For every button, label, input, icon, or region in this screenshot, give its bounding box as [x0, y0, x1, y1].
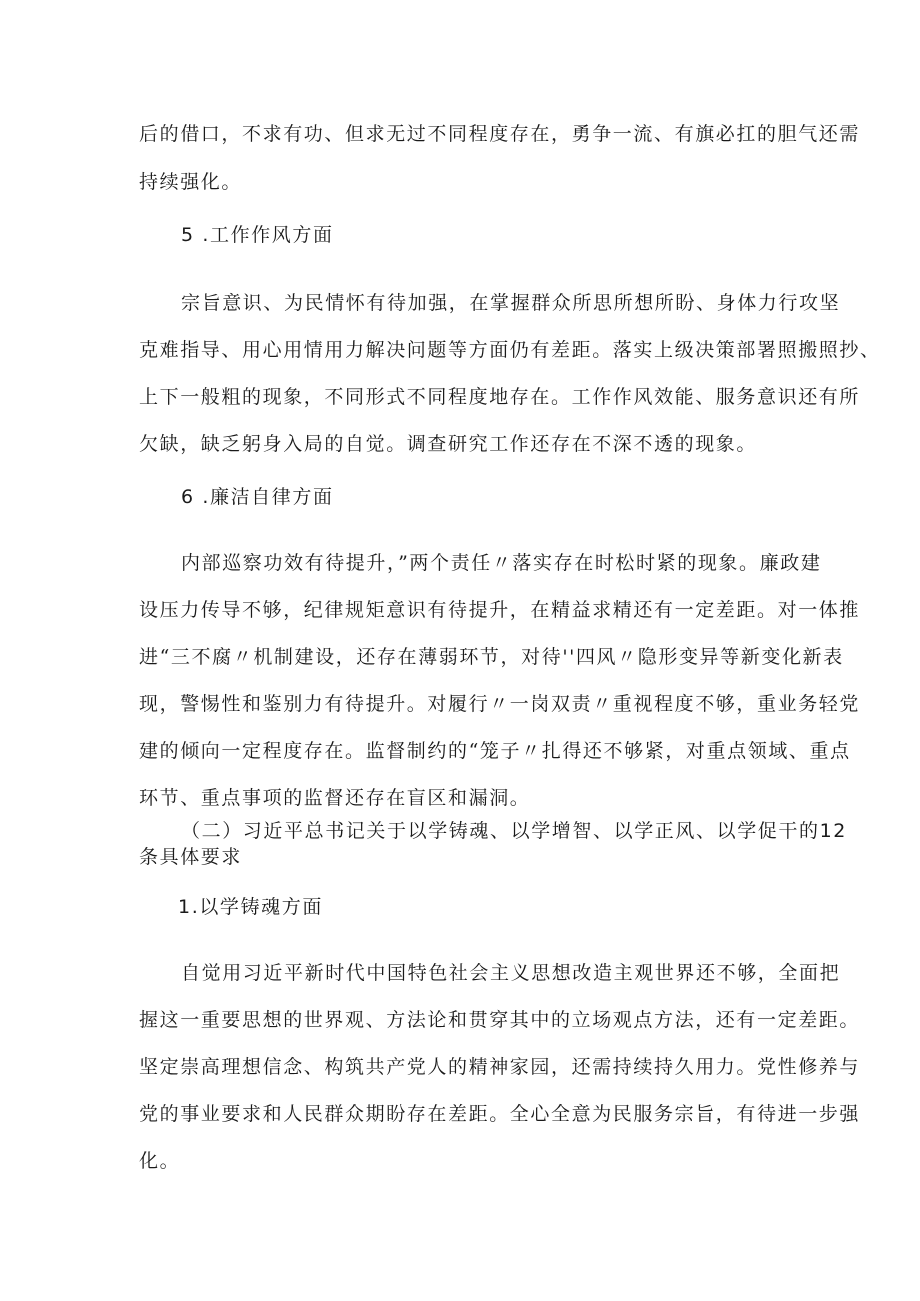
- body-text-line: 上下一般粗的现象，不同形式不同程度地存在。工作作风效能、服务意识还有所: [139, 386, 861, 408]
- section-heading-5: 5 .工作作风方面: [181, 224, 334, 246]
- body-text-line: 坚定崇高理想信念、构筑共产党人的精神家园，还需持续持久用力。党性修养与: [139, 1056, 861, 1078]
- body-text-line: 进“三不腐〃机制建设，还存在薄弱环节，对待''四风〃隐形变异等新变化新表: [139, 646, 844, 668]
- section-heading-1: 1.以学铸魂方面: [178, 896, 323, 918]
- body-text-line: 后的借口，不求有功、但求无过不同程度存在，勇争一流、有旗必扛的胆气还需: [139, 123, 861, 145]
- subsection-heading-2-cont: 条具体要求: [139, 846, 243, 868]
- body-text-line: 建的倾向一定程度存在。监督制约的“笼子〃扎得还不够紧，对重点领域、重点: [139, 740, 851, 762]
- subsection-heading-2: （二）习近平总书记关于以学铸魂、以学增智、以学正风、以学促干的12: [181, 820, 847, 842]
- body-text-line: 环节、重点事项的监督还存在盲区和漏洞。: [139, 787, 531, 809]
- section-heading-6: 6 .廉洁自律方面: [181, 486, 334, 508]
- body-text-line: 握这一重要思想的世界观、方法论和贯穿其中的立场观点方法，还有一定差距。: [139, 1009, 861, 1031]
- body-text-line: 欠缺，缺乏躬身入局的自觉。调查研究工作还存在不深不透的现象。: [139, 433, 758, 455]
- body-text-line: 持续强化。: [139, 171, 243, 193]
- body-text-line: 现，警惕性和鉴别力有待提升。对履行〃一岗双责〃重视程度不够，重业务轻党: [139, 693, 861, 715]
- body-text-line: 宗旨意识、为民情怀有待加强，在掌握群众所思所想所盼、身体力行攻坚: [181, 292, 841, 314]
- body-text-line: 自觉用习近平新时代中国特色社会主义思想改造主观世界还不够，全面把: [181, 962, 841, 984]
- body-text-line: 克难指导、用心用情用力解决问题等方面仍有差距。落实上级决策部署照搬照抄、: [139, 339, 881, 361]
- body-text-line: 化。: [139, 1150, 181, 1172]
- body-text-line: 内部巡察功效有待提升，”两个责任〃落实存在时松时紧的现象。廉政建: [181, 552, 822, 574]
- body-text-line: 党的事业要求和人民群众期盼存在差距。全心全意为民服务宗旨，有待进一步强: [139, 1103, 861, 1125]
- body-text-line: 设压力传导不够，纪律规矩意识有待提升，在精益求精还有一定差距。对一体推: [139, 599, 861, 621]
